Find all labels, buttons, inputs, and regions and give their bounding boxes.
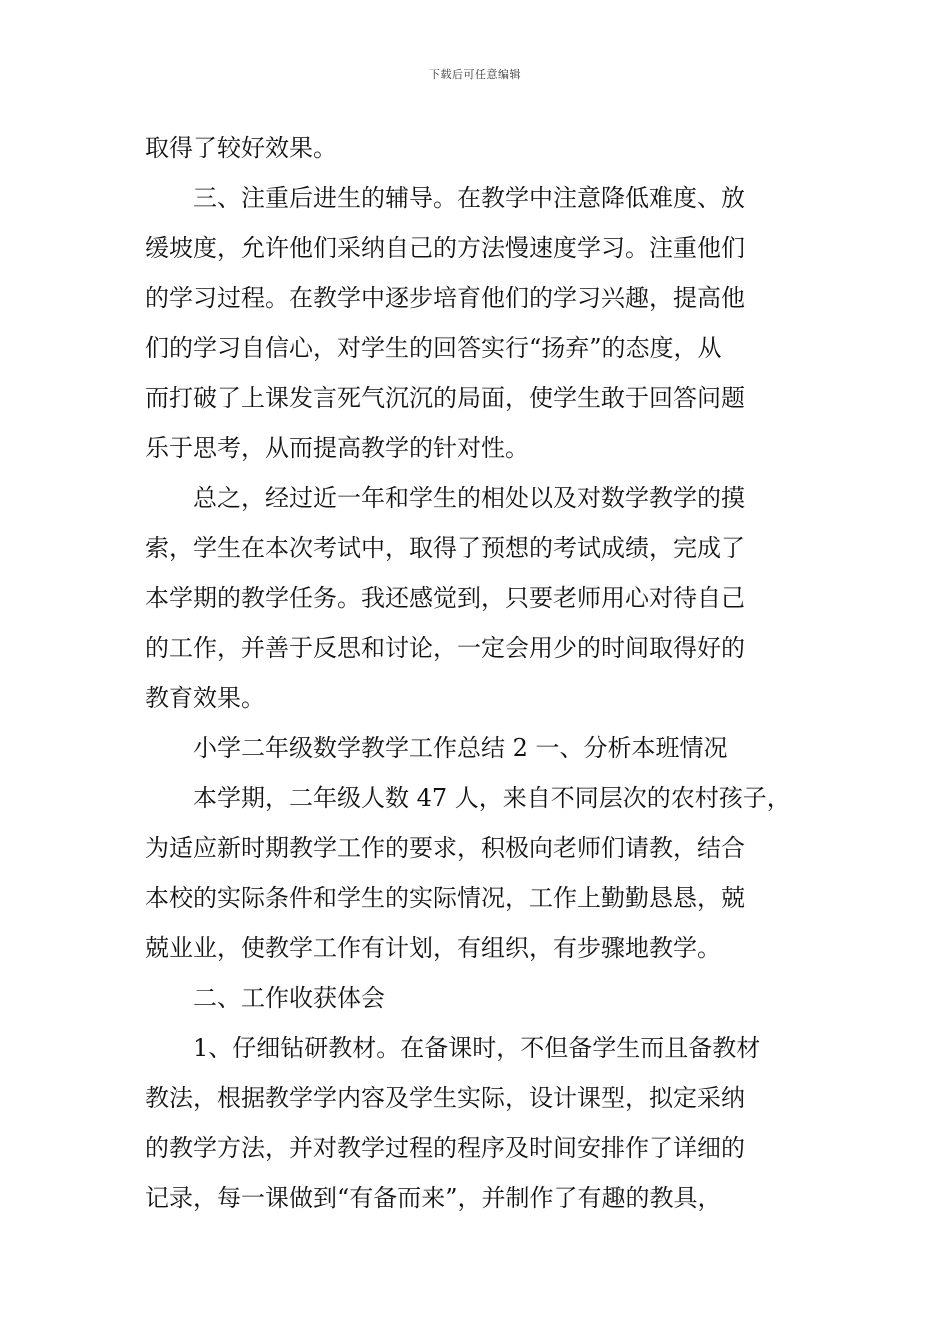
- body-line-2: 三、注重后进生的辅导。在教学中注意降低难度、放: [145, 184, 745, 212]
- body-line-6: 而打破了上课发言死气沉沉的局面，使学生敢于回答问题: [145, 384, 745, 412]
- body-line-9: 索，学生在本次考试中，取得了预想的考试成绩，完成了: [145, 534, 745, 562]
- body-line-3: 缓坡度，允许他们采纳自己的方法慢速度学习。注重他们: [145, 234, 745, 262]
- page-header-note: 下载后可任意编辑: [429, 68, 521, 81]
- body-line-10: 本学期的教学任务。我还感觉到，只要老师用心对待自己: [145, 584, 745, 612]
- body-line-16: 本校的实际条件和学生的实际情况，工作上勤勤恳恳，兢: [145, 884, 745, 912]
- body-line-18: 二、工作收获体会: [145, 984, 385, 1012]
- body-line-22: 记录，每一课做到“有备而来”，并制作了有趣的教具，: [145, 1184, 722, 1212]
- body-line-17: 兢业业，使教学工作有计划，有组织，有步骤地教学。: [145, 934, 721, 962]
- body-line-13: 小学二年级数学教学工作总结 2 一、分析本班情况: [145, 734, 728, 762]
- body-line-20: 教法，根据教学学内容及学生实际，设计课型，拟定采纳: [145, 1084, 745, 1112]
- body-line-8: 总之，经过近一年和学生的相处以及对数学教学的摸: [145, 484, 745, 512]
- body-line-19: 1、仔细钻研教材。在备课时，不但备学生而且备教材: [145, 1034, 761, 1062]
- body-line-4: 的学习过程。在教学中逐步培育他们的学习兴趣，提高他: [145, 284, 745, 312]
- body-line-11: 的工作，并善于反思和讨论，一定会用少的时间取得好的: [145, 634, 745, 662]
- body-line-21: 的教学方法，并对教学过程的程序及时间安排作了详细的: [145, 1134, 745, 1162]
- body-line-1: 取得了较好效果。: [145, 134, 337, 162]
- body-line-12: 教育效果。: [145, 684, 265, 712]
- body-line-15: 为适应新时期教学工作的要求，积极向老师们请教，结合: [145, 834, 745, 862]
- body-line-5: 们的学习自信心，对学生的回答实行“扬弃”的态度，从: [145, 334, 722, 362]
- body-line-7: 乐于思考，从而提高教学的针对性。: [145, 434, 529, 462]
- body-line-14: 本学期，二年级人数 47 人，来自不同层次的农村孩子，: [145, 784, 791, 812]
